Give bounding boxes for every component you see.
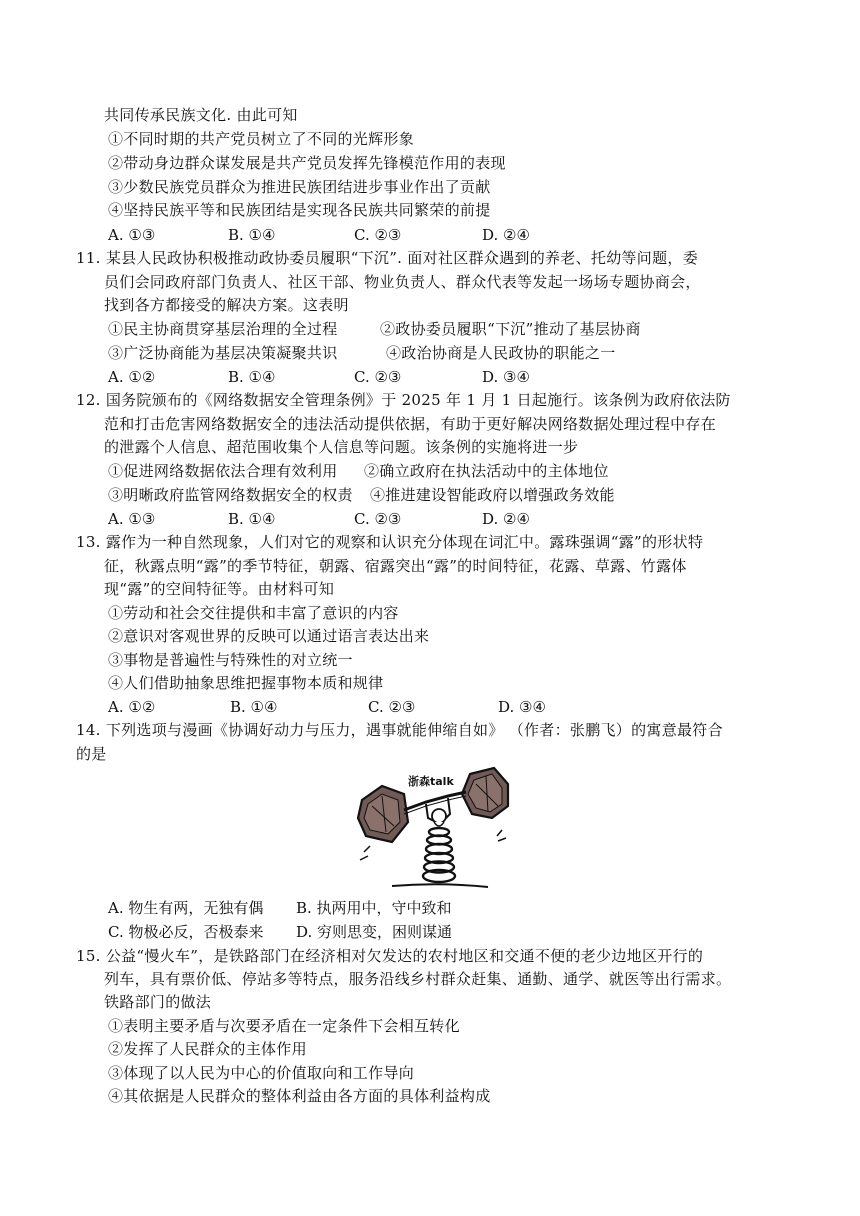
q11-item-1: ①民主协商贯穿基层治理的全过程 — [108, 320, 338, 338]
cartoon-weightlifter-spring — [352, 760, 512, 892]
q12-item-4: ④推进建设智能政府以增强政务效能 — [370, 486, 615, 504]
q11-item-2: ②政协委员履职“下沉”推动了基层协商 — [380, 320, 641, 338]
right-weight-icon — [462, 768, 508, 818]
q13-item-1: ①劳动和社会交往提供和丰富了意识的内容 — [108, 604, 399, 622]
q12-item-3: ③明晰政府监管网络数据安全的权责 — [108, 486, 353, 504]
q13-stem-line-1: 13. 露作为一种自然现象，人们对它的观察和认识充分体现在词汇中。露珠强调“露”的形状特 — [76, 533, 704, 551]
q15-item-1: ①表明主要矛盾与次要矛盾在一定条件下会相互转化 — [108, 1017, 460, 1035]
q12-option-c: C. ②③ — [354, 510, 402, 528]
q12-stem-line-2: 范和打击危害网络数据安全的违法活动提供依据，有助于更好解决网络数据处理过程中存在 — [104, 415, 717, 433]
q10-option-a: A. ①③ — [108, 226, 156, 244]
q13-item-3: ③事物是普遍性与特殊性的对立统一 — [108, 651, 353, 669]
spring-icon — [423, 828, 455, 882]
q11-option-c: C. ②③ — [354, 368, 402, 386]
q13-item-2: ②意识对客观世界的反映可以通过语言表达出来 — [108, 627, 430, 645]
q14-stem-line-2: 的是 — [76, 745, 107, 763]
q14-option-c: C. 物极必反，否极泰来 — [108, 923, 264, 941]
q13-stem-line-3: 现“露”的空间特征等。由材料可知 — [104, 580, 335, 598]
q13-option-d: D. ③④ — [498, 698, 546, 716]
q10-stem-tail: 共同传承民族文化. 由此可知 — [104, 106, 298, 124]
q15-stem-line-3: 铁路部门的做法 — [104, 993, 212, 1011]
q11-option-d: D. ③④ — [482, 368, 530, 386]
q11-option-a: A. ①② — [108, 368, 156, 386]
q11-item-3: ③广泛协商能为基层决策凝聚共识 — [108, 344, 338, 362]
q11-stem-line-3: 找到各方都接受的解决方案。这表明 — [104, 296, 349, 314]
q15-stem-line-2: 列车，具有票价低、停站多等特点，服务沿线乡村群众赶集、通勤、通学、就医等出行需求。 — [104, 970, 732, 988]
q12-option-b: B. ①④ — [228, 510, 276, 528]
q15-item-3: ③体现了以人民为中心的价值取向和工作导向 — [108, 1064, 415, 1082]
q11-stem-line-1: 11. 某县人民政协积极推动政协委员履职“下沉”. 面对社区群众遇到的养老、托幼等问题，委 — [76, 249, 698, 267]
q10-option-c: C. ②③ — [354, 226, 402, 244]
q12-stem-line-3: 的泄露个人信息、超范围收集个人信息等问题。该条例的实施将进一步 — [104, 438, 579, 456]
q15-item-2: ②发挥了人民群众的主体作用 — [108, 1040, 307, 1058]
q13-option-a: A. ①② — [108, 698, 156, 716]
q11-option-b: B. ①④ — [228, 368, 276, 386]
q15-item-4: ④其依据是人民群众的整体利益由各方面的具体利益构成 — [108, 1087, 491, 1105]
q14-stem-line-1: 14. 下列选项与漫画《协调好动力与压力，遇事就能伸缩自如》 （作者：张鹏飞）的寓意最符合 — [76, 721, 723, 739]
q13-stem-line-2: 征，秋露点明“露”的季节特征，朝露、宿露突出“露”的时间特征，花露、草露、竹露体 — [104, 557, 687, 575]
q12-option-d: D. ②④ — [482, 510, 530, 528]
left-weight-icon — [358, 786, 408, 842]
q14-option-b: B. 执两用中，守中致和 — [296, 899, 452, 917]
cartoon-caption: 浙森talk — [408, 775, 454, 788]
q14-option-d: D. 穷则思变，困则谋通 — [296, 923, 453, 941]
q10-item-3: ③少数民族党员群众为推进民族团结进步事业作出了贡献 — [108, 178, 491, 196]
q10-item-4: ④坚持民族平等和民族团结是实现各民族共同繁荣的前提 — [108, 201, 491, 219]
q11-stem-line-2: 员们会同政府部门负责人、社区干部、物业负责人、群众代表等发起一场场专题协商会， — [104, 273, 701, 291]
q13-option-c: C. ②③ — [368, 698, 416, 716]
q12-item-2: ②确立政府在执法活动中的主体地位 — [364, 462, 609, 480]
q12-item-1: ①促进网络数据依法合理有效利用 — [108, 462, 338, 480]
q12-stem-line-1: 12. 国务院颁布的《网络数据安全管理条例》于 2025 年 1 月 1 日起施行。该条例为政府依法防 — [76, 391, 731, 409]
q11-item-4: ④政治协商是人民政协的职能之一 — [386, 344, 616, 362]
q10-option-b: B. ①④ — [228, 226, 276, 244]
q15-stem-line-1: 15. 公益“慢火车”，是铁路部门在经济相对欠发达的农村地区和交通不便的老少边地区开行的 — [76, 947, 704, 965]
q10-option-d: D. ②④ — [482, 226, 530, 244]
q13-option-b: B. ①④ — [230, 698, 278, 716]
q13-item-4: ④人们借助抽象思维把握事物本质和规律 — [108, 674, 384, 692]
q10-item-1: ①不同时期的共产党员树立了不同的光辉形象 — [108, 130, 415, 148]
q10-item-2: ②带动身边群众谋发展是共产党员发挥先锋模范作用的表现 — [108, 154, 506, 172]
q12-option-a: A. ①③ — [108, 510, 156, 528]
q14-option-a: A. 物生有两，无独有偶 — [108, 899, 264, 917]
